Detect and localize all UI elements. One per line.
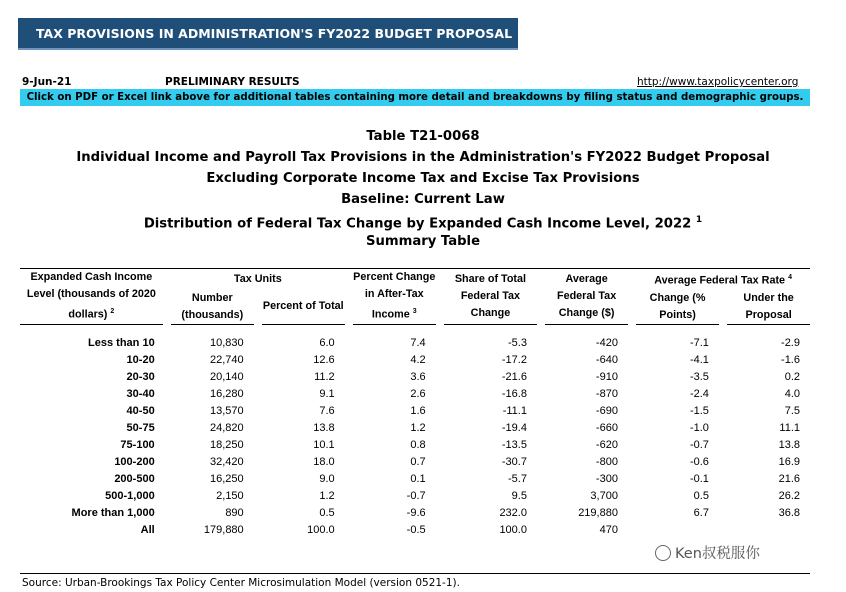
pct-cell: 10.1 — [313, 438, 335, 451]
after-tax-cell: 0.8 — [410, 438, 426, 451]
header-income-level: Expanded Cash Income Level (thousands of 2020 dollars) $^2$ — [20, 269, 163, 325]
after-tax-cell: 0.7 — [410, 455, 426, 468]
table-row — [20, 522, 810, 539]
table-row — [20, 437, 810, 454]
rate-chg-cell: 0.5 — [693, 489, 709, 502]
rate-chg-cell: -1.5 — [689, 404, 709, 417]
income-level-cell: More than 1,000 — [71, 506, 155, 519]
distribution-table — [20, 268, 810, 539]
income-level-cell: 10-20 — [126, 353, 155, 366]
share-cell: -5.3 — [508, 336, 527, 349]
income-level-cell: 75-100 — [120, 438, 155, 451]
pct-cell: 0.5 — [319, 506, 335, 519]
after-tax-cell: -0.5 — [406, 523, 426, 536]
rate-chg-cell: 6.7 — [693, 506, 709, 519]
after-tax-cell: -0.7 — [406, 489, 426, 502]
rate-cell: 4.0 — [784, 387, 800, 400]
title-line-3: Baseline: Current Law — [341, 192, 505, 207]
after-tax-cell: 2.6 — [410, 387, 426, 400]
rate-chg-cell: -1.0 — [689, 421, 709, 434]
number-cell: 16,280 — [210, 387, 244, 400]
table-row — [20, 403, 810, 420]
wechat-icon — [655, 545, 671, 561]
rate-cell: 11.1 — [779, 421, 800, 434]
income-level-cell: 30-40 — [126, 387, 155, 400]
number-cell: 13,570 — [210, 404, 244, 417]
share-cell: 100.0 — [499, 523, 527, 536]
number-cell: 16,250 — [210, 472, 244, 485]
pct-cell: 18.0 — [313, 455, 335, 468]
table-bottom-rule — [20, 573, 810, 574]
income-level-cell: 20-30 — [126, 370, 155, 383]
header-avg-change: Average Federal Tax Change ($) — [545, 269, 628, 325]
number-cell: 2,150 — [216, 489, 244, 502]
avg-cell: 470 — [599, 523, 618, 536]
rate-cell: 7.5 — [784, 404, 800, 417]
title-line-4: Distribution of Federal Tax Change by Expanded Cash Income Level, 2022 $^1$ — [143, 215, 703, 232]
rate-cell: 16.9 — [778, 455, 800, 468]
rate-chg-cell — [636, 522, 719, 539]
share-cell: 9.5 — [511, 489, 527, 502]
number-cell: 32,420 — [210, 455, 244, 468]
table-row — [20, 352, 810, 369]
pct-cell: 7.6 — [319, 404, 335, 417]
source-link[interactable]: http://www.taxpolicycenter.org — [637, 76, 799, 88]
after-tax-cell: 3.6 — [410, 370, 426, 383]
header-percent-total: Percent of Total — [262, 290, 345, 325]
income-level-cell: All — [140, 523, 155, 536]
share-cell: 232.0 — [499, 506, 527, 519]
rate-chg-cell: -4.1 — [689, 353, 709, 366]
income-level-cell: 200-500 — [114, 472, 155, 485]
avg-cell: -300 — [595, 472, 618, 485]
number-cell: 179,880 — [203, 523, 244, 536]
watermark: Ken叔税服你 — [655, 542, 760, 563]
pct-cell: 11.2 — [314, 370, 335, 383]
income-level-cell: Less than 10 — [88, 336, 155, 349]
title-line-1: Individual Income and Payroll Tax Provisions in the Administration's FY2022 Budget Proposal — [76, 150, 770, 165]
rate-chg-cell: -0.7 — [689, 438, 709, 451]
header-rate-change: Change (% Points) — [636, 290, 719, 325]
share-cell: -21.6 — [501, 370, 527, 383]
income-level-cell: 40-50 — [126, 404, 155, 417]
rate-cell: -2.9 — [781, 336, 800, 349]
pct-cell: 12.6 — [313, 353, 335, 366]
avg-cell: -800 — [595, 455, 618, 468]
download-notice: Click on PDF or Excel link above for additional tables containing more detail and breakdowns by filing status and demographic groups. — [20, 89, 810, 106]
rate-chg-cell: -0.1 — [689, 472, 709, 485]
number-cell: 890 — [225, 506, 244, 519]
avg-cell: 219,880 — [578, 506, 618, 519]
avg-cell: -620 — [595, 438, 618, 451]
header-tax-units: Tax Units — [233, 272, 282, 285]
rate-cell: 0.2 — [784, 370, 800, 383]
pct-cell: 100.0 — [307, 523, 335, 536]
share-cell: -30.7 — [501, 455, 527, 468]
rate-cell: 36.8 — [778, 506, 800, 519]
rate-cell: -1.6 — [781, 353, 800, 366]
avg-cell: -690 — [595, 404, 618, 417]
avg-cell: 3,700 — [590, 489, 618, 502]
preliminary-label: PRELIMINARY RESULTS — [165, 76, 300, 88]
pct-cell: 6.0 — [319, 336, 335, 349]
table-row — [20, 454, 810, 471]
header-number: Number (thousands) — [171, 290, 254, 325]
table-row — [20, 420, 810, 437]
table-row — [20, 369, 810, 386]
table-row — [20, 488, 810, 505]
income-level-cell: 500-1,000 — [105, 489, 155, 502]
number-cell: 18,250 — [210, 438, 244, 451]
pct-cell: 13.8 — [313, 421, 335, 434]
share-cell: -5.7 — [508, 472, 527, 485]
table-row — [20, 386, 810, 403]
avg-cell: -910 — [595, 370, 618, 383]
share-cell: -17.2 — [501, 353, 527, 366]
after-tax-cell: 0.1 — [410, 472, 426, 485]
pct-cell: 9.0 — [319, 472, 335, 485]
table-row — [20, 505, 810, 522]
title-line-5: Summary Table — [365, 234, 481, 249]
header-rate-under: Under the Proposal — [727, 290, 810, 325]
pct-cell: 9.1 — [319, 387, 335, 400]
share-cell: -13.5 — [501, 438, 527, 451]
rate-cell — [727, 522, 810, 539]
after-tax-cell: -9.6 — [406, 506, 426, 519]
rate-cell: 26.2 — [778, 489, 800, 502]
avg-cell: -870 — [595, 387, 618, 400]
rate-chg-cell: -3.5 — [689, 370, 709, 383]
rate-chg-cell: -2.4 — [689, 387, 709, 400]
share-cell: -11.1 — [502, 404, 527, 417]
avg-cell: -660 — [595, 421, 618, 434]
number-cell: 24,820 — [210, 421, 244, 434]
report-banner: TAX PROVISIONS IN ADMINISTRATION'S FY2022 BUDGET PROPOSAL (JUNE 2021) — [18, 18, 518, 50]
rate-cell: 13.8 — [778, 438, 800, 451]
rate-chg-cell: -7.1 — [689, 336, 709, 349]
header-pct-change: Percent Change in After-Tax Income $^3$ — [353, 269, 436, 325]
table-titles — [0, 126, 846, 252]
header-share-change: Share of Total Federal Tax Change — [444, 269, 537, 325]
footnote-1: 1 — [695, 215, 703, 225]
table-id: Table T21-0068 — [366, 129, 480, 144]
after-tax-cell: 7.4 — [410, 336, 426, 349]
rate-cell: 21.6 — [778, 472, 800, 485]
avg-cell: -420 — [595, 336, 618, 349]
header-avg-rate: Average Federal Tax Rate $^4$ — [654, 274, 792, 287]
income-level-cell: 50-75 — [126, 421, 155, 434]
avg-cell: -640 — [595, 353, 618, 366]
source-note: Source: Urban-Brookings Tax Policy Center Microsimulation Model (version 0521-1). — [22, 577, 460, 589]
table-row — [20, 471, 810, 488]
table-row — [20, 335, 810, 352]
pct-cell: 1.2 — [319, 489, 335, 502]
rate-chg-cell: -0.6 — [689, 455, 709, 468]
after-tax-cell: 4.2 — [410, 353, 426, 366]
number-cell: 20,140 — [210, 370, 244, 383]
after-tax-cell: 1.2 — [410, 421, 426, 434]
number-cell: 22,740 — [210, 353, 244, 366]
income-level-cell: 100-200 — [114, 455, 155, 468]
share-cell: -16.8 — [501, 387, 527, 400]
title-line-2: Excluding Corporate Income Tax and Excise Tax Provisions — [206, 171, 640, 186]
after-tax-cell: 1.6 — [410, 404, 426, 417]
release-date: 9-Jun-21 — [22, 76, 72, 88]
number-cell: 10,830 — [210, 336, 244, 349]
share-cell: -19.4 — [501, 421, 527, 434]
